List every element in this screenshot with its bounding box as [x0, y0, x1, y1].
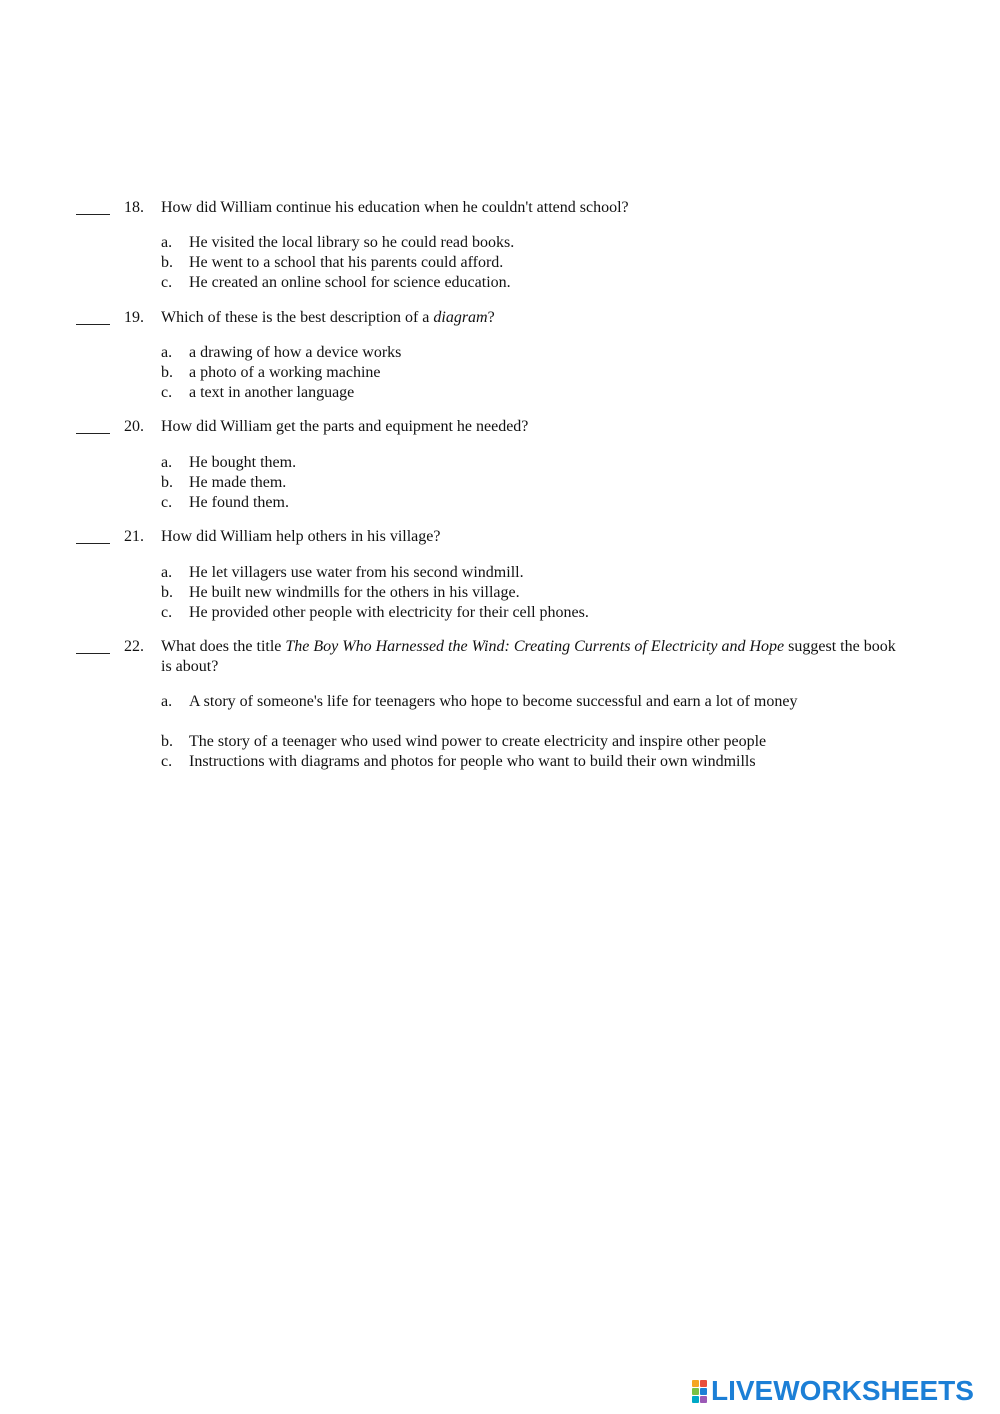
option-letter: c.	[161, 753, 173, 770]
question-22	[0, 637, 1000, 677]
option-letter: c.	[161, 274, 173, 291]
option-22a[interactable]	[0, 692, 1000, 732]
question-20	[0, 417, 1000, 437]
option-text: a drawing of how a device works	[189, 344, 402, 361]
question-text: How did William continue his education when he couldn't attend school?	[161, 199, 629, 216]
option-20c[interactable]	[0, 493, 1000, 513]
option-letter: a.	[161, 234, 173, 251]
option-22b[interactable]	[0, 732, 1000, 752]
option-letter: b.	[161, 584, 173, 601]
question-text: What does the title The Boy Who Harnessed the Wind: Creating Currents of Electricity and Hope suggest the book is about?	[161, 638, 896, 675]
options-19	[0, 343, 1000, 403]
question-line	[0, 417, 1000, 437]
question-number: 19.	[124, 309, 144, 326]
option-text: He provided other people with electricity for their cell phones.	[189, 604, 589, 621]
option-letter: c.	[161, 494, 173, 511]
question-text: How did William get the parts and equipment he needed?	[161, 418, 529, 435]
options-20	[0, 453, 1000, 513]
option-18b[interactable]	[0, 253, 1000, 273]
option-21a[interactable]	[0, 563, 1000, 583]
question-line	[0, 637, 1000, 677]
options-18	[0, 233, 1000, 293]
option-letter: b.	[161, 364, 173, 381]
question-21	[0, 527, 1000, 547]
liveworksheets-logo[interactable]	[692, 1376, 974, 1406]
option-22c[interactable]	[0, 752, 1000, 772]
option-text: He made them.	[189, 474, 287, 491]
answer-blank-21[interactable]	[76, 524, 110, 544]
question-number: 20.	[124, 418, 144, 435]
option-18c[interactable]	[0, 273, 1000, 293]
option-text: He visited the local library so he could read books.	[189, 234, 515, 251]
option-letter: a.	[161, 693, 173, 710]
option-21c[interactable]	[0, 603, 1000, 623]
option-letter: a.	[161, 454, 173, 471]
option-text: He let villagers use water from his second windmill.	[189, 564, 524, 581]
option-letter: c.	[161, 604, 173, 621]
option-21b[interactable]	[0, 583, 1000, 603]
option-text: a photo of a working machine	[189, 364, 381, 381]
option-letter: c.	[161, 384, 173, 401]
question-number: 18.	[124, 199, 144, 216]
answer-blank-19[interactable]	[76, 305, 110, 325]
italic-term: diagram	[433, 309, 488, 326]
italic-title: The Boy Who Harnessed the Wind: Creating Currents of Electricity and Hope	[285, 638, 785, 655]
option-19b[interactable]	[0, 363, 1000, 383]
answer-blank-20[interactable]	[76, 414, 110, 434]
question-text: How did William help others in his village?	[161, 528, 441, 545]
question-18	[0, 198, 1000, 218]
logo-blocks-icon	[692, 1380, 707, 1403]
option-text: He bought them.	[189, 454, 297, 471]
option-19c[interactable]	[0, 383, 1000, 403]
option-20a[interactable]	[0, 453, 1000, 473]
option-text: He found them.	[189, 494, 289, 511]
option-text: He built new windmills for the others in his village.	[189, 584, 520, 601]
options-21	[0, 563, 1000, 623]
question-line	[0, 308, 1000, 328]
option-20b[interactable]	[0, 473, 1000, 493]
option-letter: a.	[161, 344, 173, 361]
option-text: a text in another language	[189, 384, 355, 401]
question-number: 21.	[124, 528, 144, 545]
logo-text: LIVEWORKSHEETS	[711, 1375, 974, 1406]
options-22	[0, 692, 1000, 772]
question-line	[0, 527, 1000, 547]
option-letter: b.	[161, 474, 173, 491]
question-text: Which of these is the best description of a diagram?	[161, 309, 495, 326]
option-text: He created an online school for science education.	[189, 274, 511, 291]
option-letter: b.	[161, 733, 173, 750]
question-line	[0, 198, 1000, 218]
option-18a[interactable]	[0, 233, 1000, 253]
answer-blank-22[interactable]	[76, 634, 110, 654]
option-text: Instructions with diagrams and photos for people who want to build their own windmills	[189, 753, 756, 770]
question-19	[0, 308, 1000, 328]
question-number: 22.	[124, 638, 144, 655]
answer-blank-18[interactable]	[76, 195, 110, 215]
option-text: He went to a school that his parents could afford.	[189, 254, 504, 271]
option-text: The story of a teenager who used wind power to create electricity and inspire other people	[189, 733, 767, 750]
option-19a[interactable]	[0, 343, 1000, 363]
option-letter: b.	[161, 254, 173, 271]
option-text: A story of someone's life for teenagers who hope to become successful and earn a lot of money	[189, 693, 798, 710]
option-letter: a.	[161, 564, 173, 581]
